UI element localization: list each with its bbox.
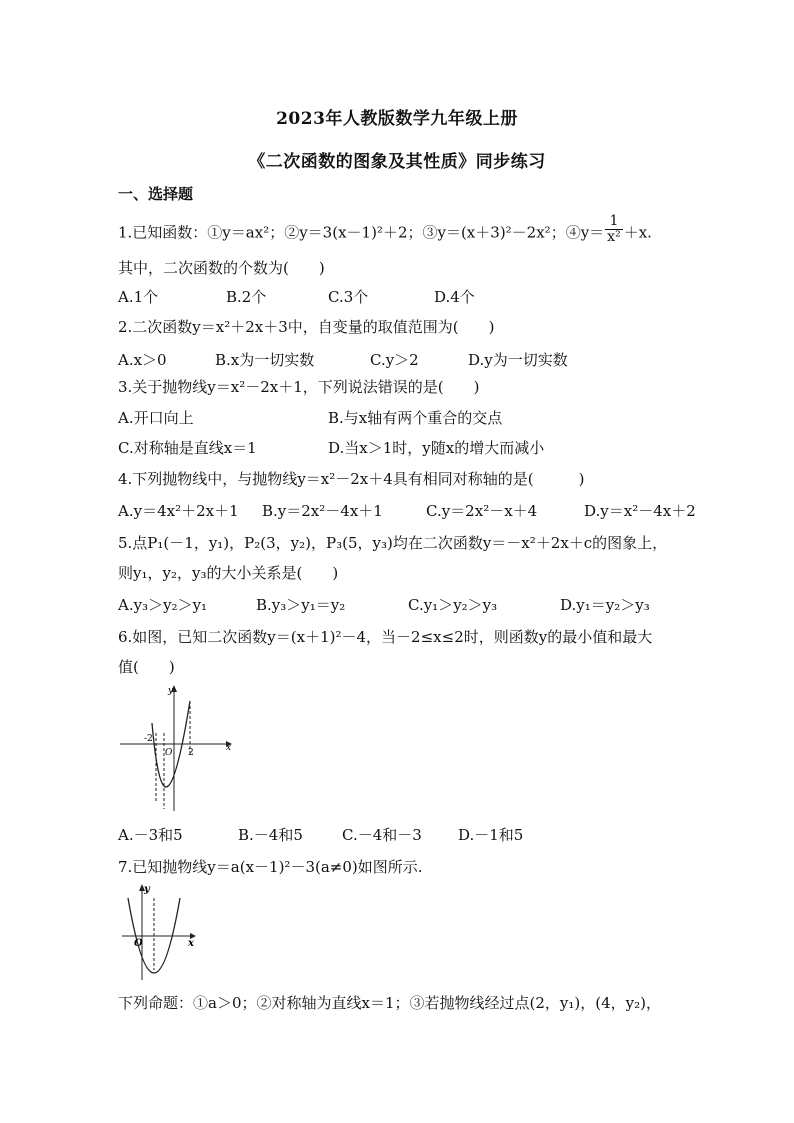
question-2-stem: 2.二次函数y＝x²＋2x＋3中，自变量的取值范围为( ) [118,318,495,336]
question-3-stem: 3.关于抛物线y＝x²－2x＋1，下列说法错误的是( ) [118,378,480,396]
question-1-option-c: C.3个 [328,288,369,306]
question-6-stem: 6.如图，已知二次函数y＝(x＋1)²－4，当－2≤x≤2时，则函数y的最小值和最大 [118,628,653,646]
x-axis-label: x [226,743,232,753]
question-3-option-b: B.与x轴有两个重合的交点 [328,409,503,427]
question-4-option-c: C.y＝2x²－x＋4 [426,502,538,520]
question-3-option-d: D.当x＞1时，y随x的增大而减小 [328,439,545,457]
document-title: 2023年人教版数学九年级上册 [276,109,518,129]
document-subtitle: 《二次函数的图象及其性质》同步练习 [248,152,546,172]
question-3-option-a: A.开口向上 [118,409,194,427]
question-6-parabola-figure [118,683,236,815]
question-5-option-a: A.y₃＞y₂＞y₁ [118,596,208,614]
question-1-option-a: A.1个 [118,288,159,306]
y-axis-label: y [168,686,174,696]
x-axis-label: x [188,938,194,949]
question-6-option-b: B.－4和5 [238,826,303,844]
question-3-option-c: C.对称轴是直线x＝1 [118,439,257,457]
y-axis-label: y [144,884,150,895]
fraction [605,214,623,245]
origin-label: O [165,748,173,758]
question-4-stem: 4.下列抛物线中，与抛物线y＝x²－2x＋4具有相同对称轴的是( ) [118,470,585,488]
question-4-option-d: D.y＝x²－4x＋2 [584,502,696,520]
question-1-option-b: B.2个 [226,288,267,306]
origin-label: O [134,938,143,949]
question-2-option-a: A.x＞0 [118,351,167,369]
question-6-option-d: D.－1和5 [458,826,524,844]
question-1-stem-text: 1.已知函数：①y＝ax²；②y＝3(x－1)²＋2；③y＝(x＋3)²－2x²；④y＝ [118,223,605,242]
question-5-option-d: D.y₁＝y₂＞y₃ [560,596,650,614]
question-2-option-c: C.y＞2 [370,351,419,369]
question-7-parabola-figure [118,880,202,984]
question-6-option-c: C.－4和－3 [342,826,422,844]
question-4-option-a: A.y＝4x²＋2x＋1 [118,502,239,520]
question-6-stem-2: 值( ) [118,658,175,676]
tick-label-neg2: -2 [144,734,153,744]
section-heading: 一、选择题 [118,185,194,203]
question-5-stem-2: 则y₁，y₂，y₃的大小关系是( ) [118,564,339,582]
question-1-stem-tail: ＋x. [623,223,652,242]
question-2-option-b: B.x为一切实数 [215,351,315,369]
fraction-numerator: 1 [605,214,623,230]
question-7-stem: 7.已知抛物线y＝a(x－1)²－3(a≠0)如图所示. [118,858,423,876]
fraction-denominator: x² [607,229,621,245]
tick-label-2: 2 [188,748,194,758]
question-1-stem [118,213,652,249]
question-4-option-b: B.y＝2x²－4x＋1 [262,502,383,520]
question-1-option-d: D.4个 [434,288,475,306]
question-6-option-a: A.－3和5 [118,826,183,844]
question-5-option-c: C.y₁＞y₂＞y₃ [408,596,498,614]
question-5-stem: 5.点P₁(－1，y₁)，P₂(3，y₂)，P₃(5，y₃)均在二次函数y＝－x²＋2x＋c的图象上， [118,534,668,552]
question-7-stem-2: 下列命题：①a＞0；②对称轴为直线x＝1；③若抛物线经过点(2，y₁)，(4，y₂)， [118,994,661,1012]
question-1-stem-2: 其中，二次函数的个数为( ) [118,259,325,277]
question-2-option-d: D.y为一切实数 [468,351,568,369]
question-5-option-b: B.y₃＞y₁＝y₂ [256,596,346,614]
